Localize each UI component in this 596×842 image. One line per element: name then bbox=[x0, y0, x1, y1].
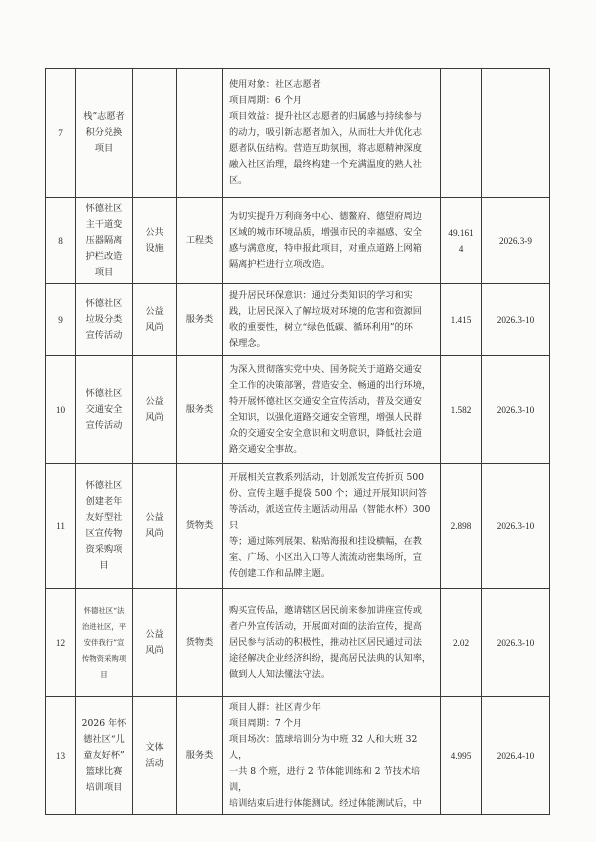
project-name-line: 区宣传物 bbox=[85, 528, 123, 539]
project-name bbox=[76, 697, 133, 815]
category-line: 风尚 bbox=[145, 411, 164, 423]
project-category bbox=[133, 69, 177, 198]
project-name-line: 安伴我行”宣 bbox=[83, 637, 125, 647]
project-content bbox=[223, 589, 441, 697]
project-category bbox=[133, 464, 177, 589]
content-line: 途径解决企业经济纠纷，提高居民法典的认知率， bbox=[229, 652, 432, 664]
project-name-line: 目 bbox=[100, 669, 108, 679]
content-line: 提升居民环保意识：通过分类知识的学习和实 bbox=[229, 289, 413, 301]
project-name-line: 怀德社区 bbox=[85, 387, 123, 399]
project-name-line: 资采购项 bbox=[85, 544, 123, 555]
project-category bbox=[133, 697, 177, 815]
content-line: 路交通安全事故。 bbox=[229, 443, 303, 455]
project-type: 货物类 bbox=[177, 464, 223, 589]
content-line: 一共 8 个班，进行 2 节体能训练和 2 节技术培训， bbox=[229, 765, 421, 793]
category-line: 公益 bbox=[145, 305, 164, 317]
budget-amount bbox=[441, 589, 482, 697]
category-line: 活动 bbox=[145, 757, 164, 769]
row-number: 8 bbox=[46, 198, 76, 284]
project-type: 服务类 bbox=[177, 284, 223, 356]
project-content bbox=[223, 198, 441, 284]
content-line: 购买宣传品，邀请辖区居民前来参加讲座宣传或 bbox=[229, 604, 422, 616]
content-line: 特开展怀德社区交通安全宣传活动，普及交通安 bbox=[229, 395, 422, 407]
implementation-period bbox=[482, 69, 550, 198]
content-line: 者户外宣传活动，开展面对面的法治宣传，提高 bbox=[229, 620, 422, 632]
project-name-line: 培训项目 bbox=[85, 781, 123, 793]
amount-line: 1.582 bbox=[450, 404, 472, 415]
content-line: 融入社区治理，最终构建一个充满温度的熟人社 bbox=[229, 159, 422, 170]
project-name-line: 德社区“儿 bbox=[83, 733, 125, 745]
content-line: 践，让居民深入了解垃圾对环境的危害和资源回 bbox=[229, 305, 422, 317]
project-name-line: 怀德社区 bbox=[85, 202, 123, 214]
project-table bbox=[45, 68, 550, 815]
content-line: 等活动，派送宣传主题活动用品（智能水杯）300 只 bbox=[229, 504, 431, 531]
table-body bbox=[46, 69, 550, 815]
project-type: 货物类 bbox=[177, 589, 223, 697]
budget-amount bbox=[441, 356, 482, 464]
amount-line: 49.161 bbox=[448, 227, 474, 238]
project-type: 工程类 bbox=[177, 198, 223, 284]
row-number: 11 bbox=[46, 464, 76, 589]
budget-amount bbox=[441, 697, 482, 815]
content-line: 传创建工作和品牌主题。 bbox=[229, 568, 331, 579]
project-content bbox=[223, 284, 441, 356]
project-name bbox=[76, 284, 133, 356]
project-name-line: 宣传活动 bbox=[85, 419, 123, 431]
project-name-line: 垃圾分类 bbox=[85, 313, 123, 325]
project-name-line: 友好型社 bbox=[85, 512, 123, 523]
project-name bbox=[76, 198, 133, 284]
row-number: 10 bbox=[46, 356, 76, 464]
table-row bbox=[46, 356, 550, 464]
content-line: 区域的城市环境品质，增强市民的幸福感、安全 bbox=[229, 226, 422, 238]
budget-amount bbox=[441, 69, 482, 198]
project-name bbox=[76, 589, 133, 697]
project-type: 服务类 bbox=[177, 356, 223, 464]
project-type: 服务类 bbox=[177, 697, 223, 815]
content-line: 项目人群：社区青少年 bbox=[229, 701, 321, 713]
content-line: 众的交通安全安全意识和文明意识，降低社会道 bbox=[229, 427, 422, 439]
amount-line: 1.415 bbox=[450, 314, 472, 325]
project-name-line: 传物资采购项 bbox=[81, 653, 127, 663]
table-row bbox=[46, 198, 550, 284]
row-number: 9 bbox=[46, 284, 76, 356]
project-name-line: 压器隔离 bbox=[85, 234, 123, 246]
project-category bbox=[133, 284, 177, 356]
content-line: 的动力，吸引新志愿者加入，从而壮大并优化志 bbox=[229, 127, 422, 138]
project-name-line: 怀德社区 bbox=[85, 480, 123, 491]
project-name-line: 篮球比赛 bbox=[85, 765, 123, 777]
budget-amount bbox=[441, 464, 482, 589]
project-name-line: 童友好杯” bbox=[83, 749, 125, 761]
category-line: 设施 bbox=[145, 242, 164, 254]
project-name-line: 2026 年怀 bbox=[81, 717, 127, 729]
row-number: 12 bbox=[46, 589, 76, 697]
project-name-line: 治进社区，平 bbox=[81, 621, 127, 631]
content-line: 项目效益：提升社区志愿者的归属感与持续参与 bbox=[229, 111, 422, 122]
content-line: 为深入贯彻落实党中央、国务院关于道路交通安 bbox=[229, 363, 422, 375]
content-line: 培训结束后进行体能测试。经过体能测试后，中 bbox=[229, 797, 422, 809]
project-content bbox=[223, 464, 441, 589]
project-name-line: 栈”志愿者 bbox=[83, 111, 125, 122]
project-content bbox=[223, 697, 441, 815]
project-name-line: 项目 bbox=[94, 266, 114, 278]
implementation-period: 2026.3-10 bbox=[482, 284, 550, 356]
table-row bbox=[46, 284, 550, 356]
implementation-period: 2026.3-10 bbox=[482, 356, 550, 464]
content-line: 项目场次：篮球培训分为中班 32 人和大班 32 人， bbox=[229, 733, 418, 761]
category-line: 风尚 bbox=[145, 528, 164, 539]
project-name-line: 项目 bbox=[94, 143, 114, 154]
content-line: 隔离护栏进行立项改造。 bbox=[229, 258, 331, 270]
amount-line: 2.898 bbox=[450, 521, 472, 531]
content-line: 全工作的决策部署，营造安全、畅通的出行环境， bbox=[229, 379, 432, 391]
row-number: 13 bbox=[46, 697, 76, 815]
project-name-line: 积分兑换 bbox=[85, 127, 123, 138]
content-line: 为切实提升万利商务中心、德鳌府、德望府周边 bbox=[229, 210, 422, 222]
project-name bbox=[76, 356, 133, 464]
project-name-line: 宣传活动 bbox=[85, 329, 123, 341]
project-name-line: 交通安全 bbox=[85, 403, 123, 415]
project-name-line: 主干道变 bbox=[85, 218, 123, 230]
project-content bbox=[223, 69, 441, 198]
project-name bbox=[76, 69, 133, 198]
category-line: 文体 bbox=[145, 741, 164, 753]
content-line: 居民参与活动的积极性，推动社区居民通过司法 bbox=[229, 636, 422, 648]
content-line: 收的重要性，树立“绿色低碳、循环利用”的环 bbox=[229, 321, 413, 333]
implementation-period: 2026.3-9 bbox=[482, 198, 550, 284]
content-line: 感与满意度，特申报此项目，对重点道路上网箱 bbox=[229, 242, 422, 254]
project-category bbox=[133, 198, 177, 284]
project-name-line: 目 bbox=[99, 560, 109, 571]
content-line: 等；通过陈列展架、粘贴海报和挂设横幅，在教 bbox=[229, 536, 422, 547]
category-line: 公益 bbox=[145, 628, 164, 640]
implementation-period: 2026.3-10 bbox=[482, 464, 550, 589]
project-category bbox=[133, 589, 177, 697]
content-line: 愿者队伍结构。营造互助氛围，将志愿精神深度 bbox=[229, 143, 422, 154]
project-category bbox=[133, 356, 177, 464]
project-type bbox=[177, 69, 223, 198]
content-line: 项目周期：6 个月 bbox=[229, 95, 303, 106]
amount-line: 2.02 bbox=[452, 637, 470, 648]
project-name bbox=[76, 464, 133, 589]
content-line: 做到人人知法懂法守法。 bbox=[229, 668, 331, 680]
content-line: 全知识，以强化道路交通安全管理，增强人民群 bbox=[229, 411, 422, 423]
table-row bbox=[46, 69, 550, 198]
project-content bbox=[223, 356, 441, 464]
project-name-line: 怀德社区 bbox=[85, 297, 123, 309]
budget-amount bbox=[441, 198, 482, 284]
project-name-line: 怀德社区“法 bbox=[83, 605, 125, 615]
category-line: 风尚 bbox=[145, 321, 164, 333]
project-name-line: 护栏改造 bbox=[85, 250, 123, 262]
content-line: 开展相关宣教系列活动，计划派发宣传折页 500 bbox=[229, 472, 425, 483]
table-row bbox=[46, 464, 550, 589]
content-line: 份、宣传主题手提袋 500 个；通过开展知识问答 bbox=[229, 488, 427, 499]
content-line: 使用对象：社区志愿者 bbox=[229, 79, 321, 90]
content-line: 项目周期：7 个月 bbox=[229, 717, 303, 729]
table-row bbox=[46, 589, 550, 697]
row-number: 7 bbox=[46, 69, 76, 198]
table-row bbox=[46, 697, 550, 815]
content-line: 室、广场、小区出入口等人流流动密集场所，宣 bbox=[229, 552, 422, 563]
project-name-line: 创建老年 bbox=[85, 496, 123, 507]
category-line: 公益 bbox=[145, 512, 164, 523]
content-line: 保理念。 bbox=[229, 337, 266, 349]
implementation-period: 2026.3-10 bbox=[482, 589, 550, 697]
content-line: 区。 bbox=[229, 175, 248, 186]
implementation-period: 2026.4-10 bbox=[482, 697, 550, 815]
budget-amount bbox=[441, 284, 482, 356]
amount-line: 4.995 bbox=[450, 750, 472, 761]
category-line: 公益 bbox=[145, 395, 164, 407]
amount-line: 4 bbox=[458, 243, 464, 254]
category-line: 公共 bbox=[145, 226, 164, 238]
category-line: 风尚 bbox=[145, 644, 164, 656]
